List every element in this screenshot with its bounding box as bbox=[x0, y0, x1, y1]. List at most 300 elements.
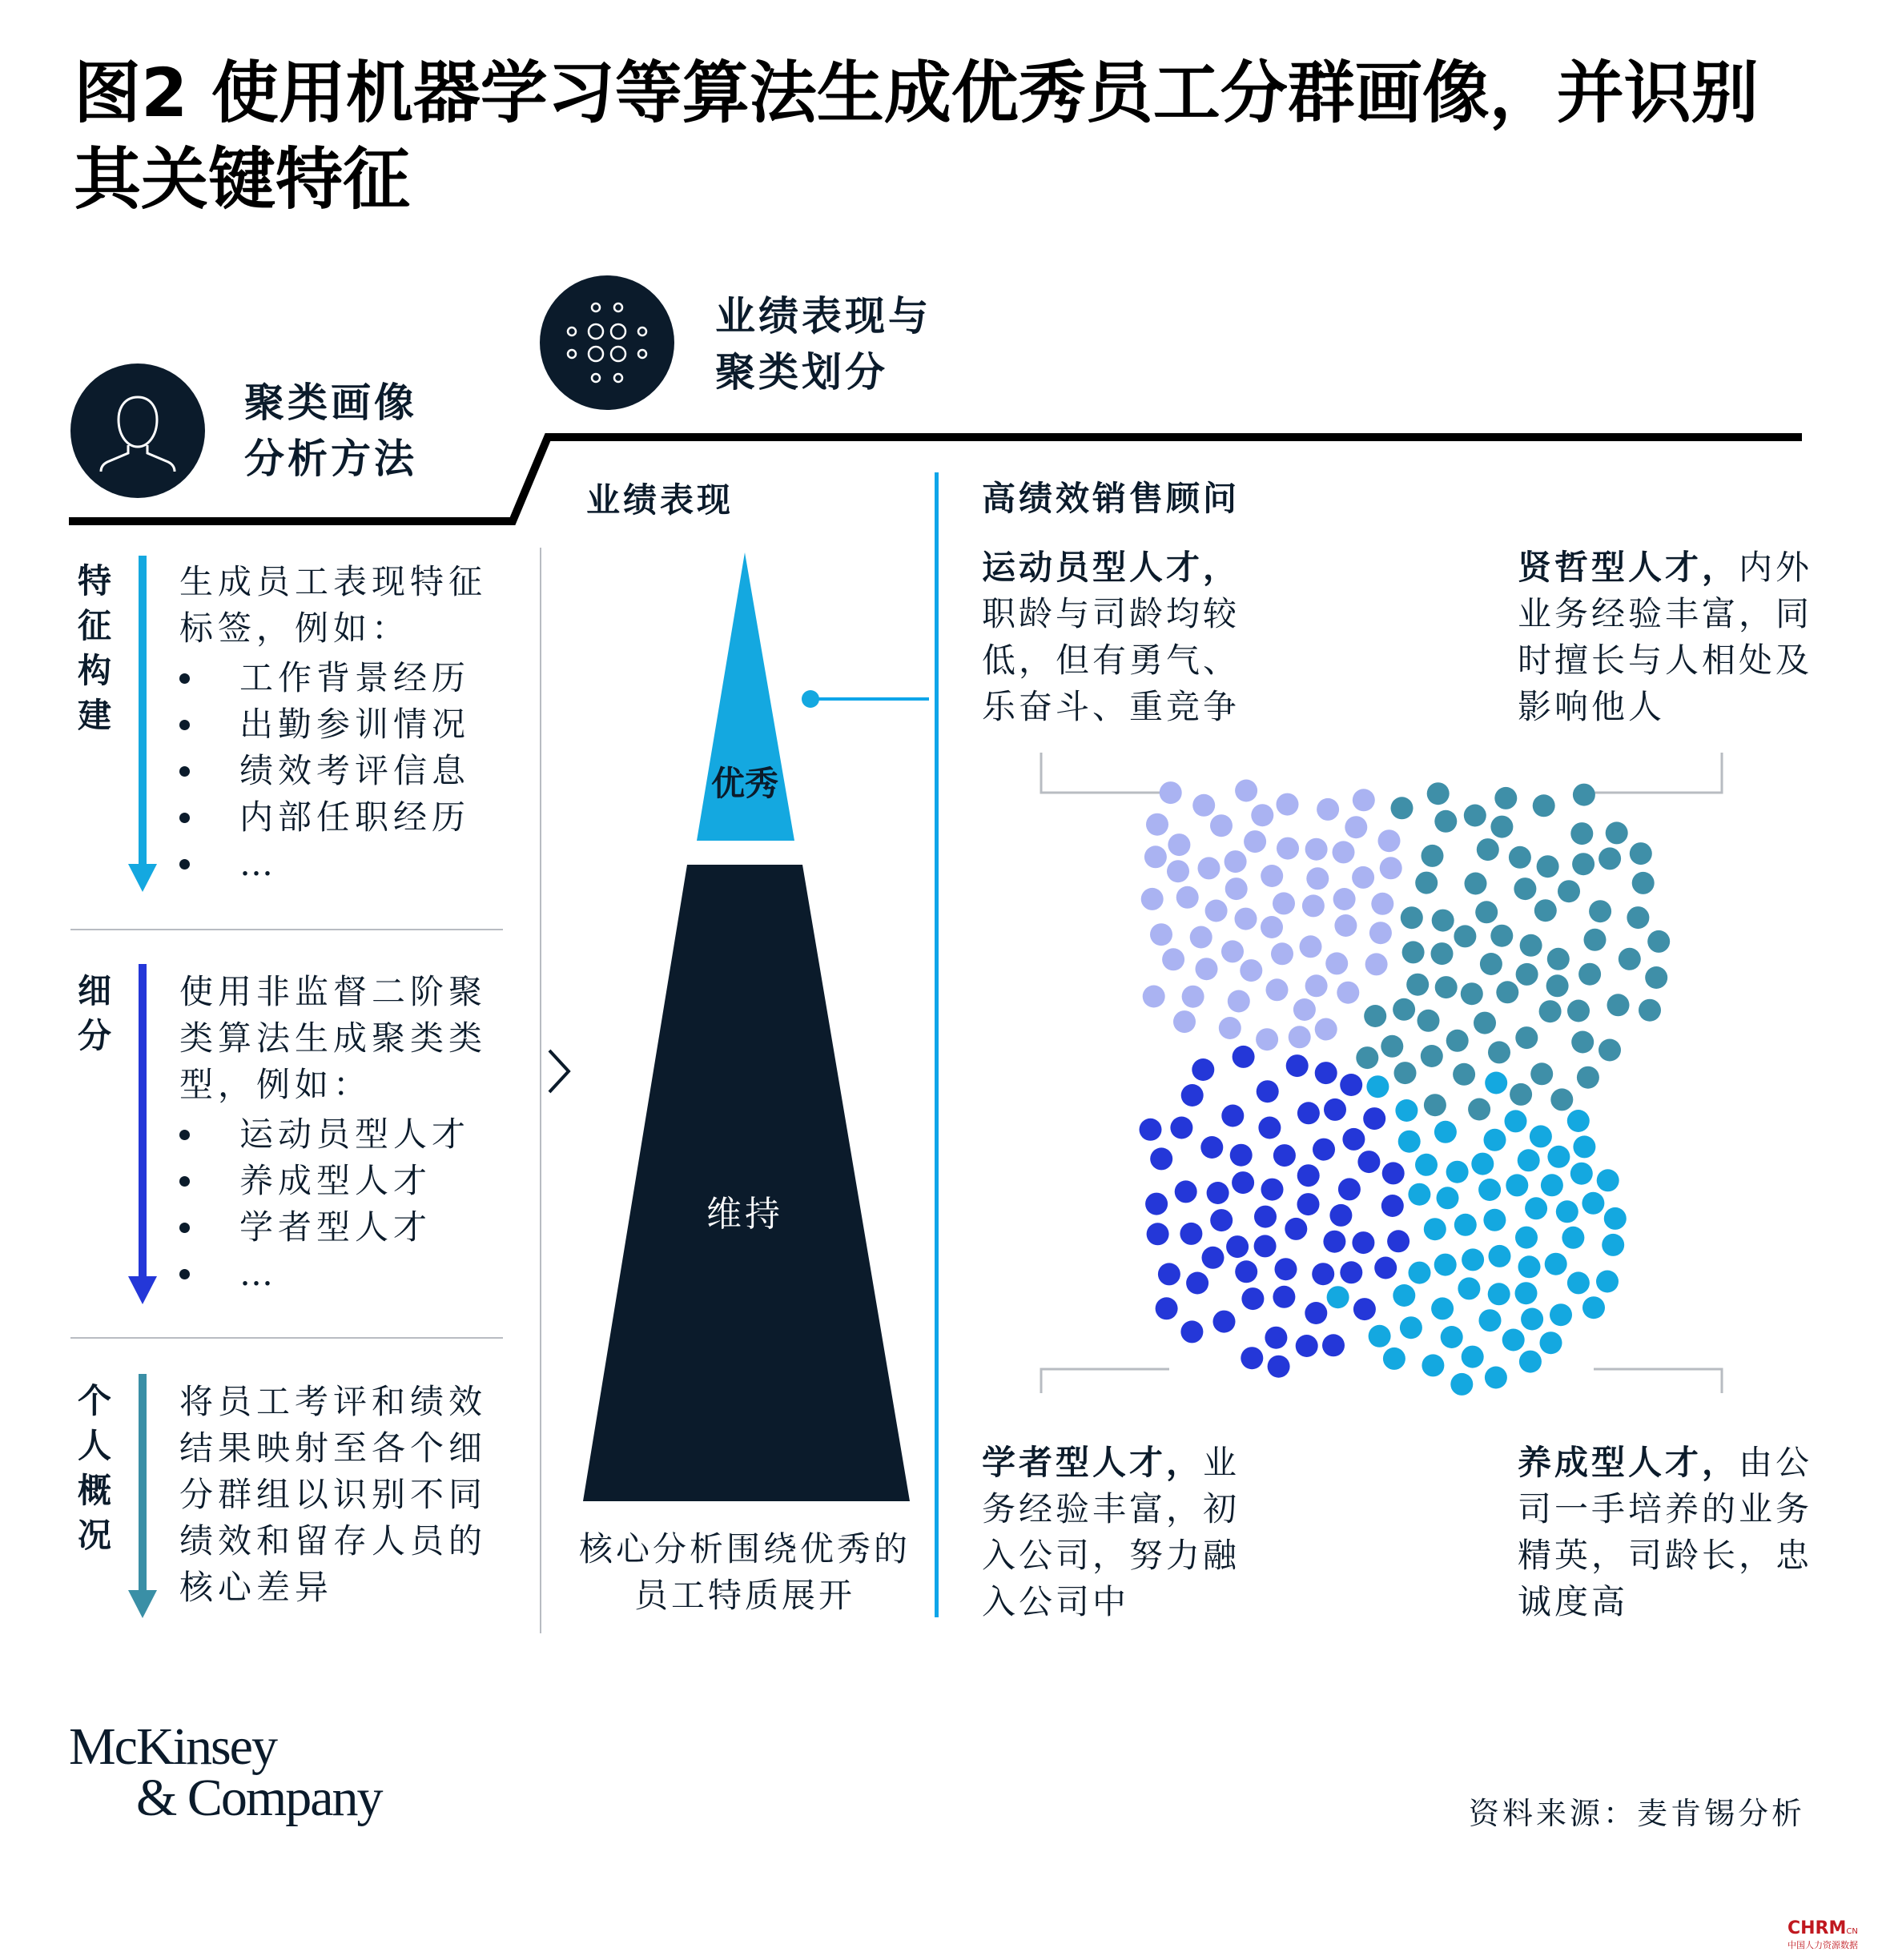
sage-dot bbox=[1627, 906, 1649, 929]
scholar-dot bbox=[1297, 1164, 1320, 1187]
sage-dot bbox=[1391, 797, 1414, 819]
sage-dot bbox=[1480, 953, 1502, 975]
nurtured-dot bbox=[1458, 1277, 1480, 1299]
nurtured-dot bbox=[1556, 1200, 1578, 1223]
nurtured-dot bbox=[1366, 1075, 1389, 1098]
athlete-dot bbox=[1143, 986, 1165, 1008]
sage-dot bbox=[1647, 930, 1670, 953]
pyramid-top-label: 优秀 bbox=[710, 764, 778, 803]
sage-dot bbox=[1356, 1046, 1378, 1069]
athlete-dot bbox=[1205, 900, 1228, 922]
athlete-dot bbox=[1380, 857, 1402, 879]
athlete-dot bbox=[1256, 1028, 1278, 1050]
nurtured-dot bbox=[1450, 1373, 1473, 1396]
pointer-dot bbox=[802, 690, 819, 708]
sage-description: 贤哲型人才，内外业务经验丰富，同时擅长与人相处及影响他人 bbox=[1518, 548, 1813, 726]
nurtured-dot bbox=[1570, 1163, 1593, 1185]
scholar-dot bbox=[1180, 1320, 1203, 1343]
athlete-dot bbox=[1337, 982, 1359, 1004]
step1-description: 生成员工表现特征标签，例如： bbox=[179, 562, 488, 648]
nurtured-dot bbox=[1431, 1297, 1454, 1319]
nurtured-dot bbox=[1518, 1149, 1540, 1171]
sage-dot bbox=[1496, 981, 1518, 1003]
scholar-dot bbox=[1363, 1107, 1385, 1130]
list-item: … bbox=[179, 841, 516, 887]
scholar-dot bbox=[1329, 1204, 1352, 1227]
sage-dot bbox=[1514, 878, 1536, 900]
sage-dot bbox=[1534, 899, 1557, 922]
scholar-dot bbox=[1235, 1260, 1257, 1283]
athlete-dot bbox=[1251, 804, 1273, 826]
nurtured-dot bbox=[1582, 1296, 1605, 1319]
athlete-dot bbox=[1325, 952, 1348, 974]
sage-dot bbox=[1431, 942, 1454, 965]
nurtured-dot bbox=[1521, 1308, 1543, 1331]
nurtured-dot bbox=[1597, 1169, 1619, 1191]
athlete-dot bbox=[1225, 850, 1247, 873]
sage-dot bbox=[1533, 794, 1555, 817]
athlete-dot bbox=[1302, 894, 1325, 917]
sage-dot bbox=[1418, 1010, 1440, 1032]
sage-dot bbox=[1488, 1041, 1510, 1063]
sage-dot bbox=[1422, 845, 1444, 867]
watermark-suffix: CN bbox=[1846, 1927, 1858, 1936]
cluster-dot-scatter bbox=[1137, 777, 1698, 1417]
step1-text bbox=[179, 559, 516, 887]
step1-label: 特 征 构 建 bbox=[77, 561, 111, 735]
sage-dot bbox=[1537, 855, 1559, 878]
scholar-dot bbox=[1273, 1144, 1296, 1167]
header-step-line bbox=[0, 0, 1878, 560]
sage-dot bbox=[1401, 906, 1423, 929]
scholar-dot bbox=[1387, 1230, 1410, 1252]
step2-description: 使用非监督二阶聚类算法生成聚类类型，例如： bbox=[179, 972, 488, 1104]
nurtured-dot bbox=[1489, 1245, 1511, 1267]
sage-dot bbox=[1589, 900, 1611, 922]
sage-dot bbox=[1546, 974, 1569, 997]
nurtured-dot bbox=[1437, 1187, 1459, 1209]
athlete-dot bbox=[1353, 789, 1375, 811]
step3-label: 个 人 概 况 bbox=[77, 1381, 111, 1555]
nurtured-dot bbox=[1400, 1316, 1422, 1339]
scholar-dot bbox=[1226, 1235, 1249, 1258]
step-divider bbox=[70, 1337, 503, 1339]
nurtured-dot bbox=[1540, 1331, 1562, 1354]
sage-dot bbox=[1510, 1083, 1532, 1106]
sage-dot bbox=[1632, 872, 1655, 894]
sage-dot bbox=[1645, 966, 1667, 989]
sage-dot bbox=[1567, 1000, 1590, 1022]
sage-dot bbox=[1364, 1005, 1386, 1027]
nurtured-dot bbox=[1383, 1348, 1405, 1370]
scholar-dot bbox=[1261, 1179, 1284, 1201]
nurtured-dot bbox=[1562, 1227, 1584, 1249]
scholar-dot bbox=[1342, 1128, 1365, 1151]
nurtured-dot bbox=[1441, 1326, 1463, 1348]
sage-dot bbox=[1494, 787, 1517, 809]
scholar-dot bbox=[1297, 1193, 1320, 1215]
athlete-dot bbox=[1141, 888, 1164, 910]
sage-dot bbox=[1570, 822, 1593, 845]
sage-dot bbox=[1520, 934, 1542, 957]
scholar-dot bbox=[1381, 1195, 1404, 1217]
nurtured-dot bbox=[1424, 1218, 1446, 1240]
athlete-dot bbox=[1289, 1026, 1311, 1048]
pyramid-bottom-label: 维持 bbox=[706, 1194, 783, 1235]
nurtured-dot bbox=[1408, 1183, 1430, 1206]
pyramid-heading: 业绩表现 bbox=[586, 480, 734, 520]
sage-dot bbox=[1475, 901, 1498, 923]
sage-dot bbox=[1599, 847, 1621, 870]
scholar-dot bbox=[1210, 1209, 1233, 1231]
step2-label: 细 分 bbox=[77, 971, 111, 1055]
sage-dot bbox=[1465, 873, 1487, 895]
scholar-dot bbox=[1305, 1302, 1327, 1324]
nurtured-dot bbox=[1582, 1192, 1604, 1215]
athlete-dot bbox=[1190, 926, 1212, 949]
sage-dot bbox=[1547, 948, 1570, 970]
nurtured-dot bbox=[1485, 1367, 1507, 1389]
athlete-dot bbox=[1235, 908, 1257, 930]
scholar-dot bbox=[1340, 1074, 1362, 1096]
scholar-dot bbox=[1254, 1235, 1277, 1257]
scholar-dot bbox=[1273, 1286, 1295, 1308]
scholar-dot bbox=[1200, 1136, 1223, 1159]
sage-dot bbox=[1427, 782, 1450, 805]
nurtured-dot bbox=[1478, 1179, 1501, 1201]
scholar-dot bbox=[1352, 1231, 1374, 1254]
nurtured-dot bbox=[1393, 1284, 1415, 1307]
scholar-dot bbox=[1268, 1356, 1290, 1378]
scholar-dot bbox=[1315, 1062, 1337, 1084]
nurtured-dot bbox=[1602, 1234, 1624, 1256]
sage-name: 贤哲型人才 bbox=[1518, 548, 1703, 587]
scholar-dot bbox=[1312, 1263, 1334, 1285]
athlete-dot bbox=[1261, 865, 1283, 887]
nurtured-dot bbox=[1462, 1248, 1484, 1271]
scholar-dot bbox=[1180, 1223, 1202, 1245]
nurtured-dot bbox=[1415, 1154, 1438, 1176]
athlete-dot bbox=[1182, 986, 1204, 1008]
athlete-dot bbox=[1317, 798, 1339, 821]
athlete-dot bbox=[1345, 816, 1367, 838]
scholar-dot bbox=[1140, 1119, 1162, 1141]
athlete-dot bbox=[1225, 878, 1248, 900]
scholar-dot bbox=[1265, 1327, 1287, 1349]
step-divider bbox=[70, 929, 503, 930]
nurtured-dot bbox=[1479, 1309, 1502, 1331]
list-item: 内部任职经历 bbox=[179, 794, 516, 841]
athlete-dot bbox=[1333, 841, 1355, 863]
athlete-dot bbox=[1162, 948, 1184, 970]
nurtured-dot bbox=[1604, 1207, 1627, 1230]
athlete-name: 运动员型人才 bbox=[982, 548, 1204, 587]
nurtured-dot bbox=[1550, 1303, 1572, 1326]
nurtured-dot bbox=[1573, 1135, 1595, 1158]
scholar-dot bbox=[1254, 1206, 1277, 1228]
sage-dot bbox=[1393, 998, 1415, 1021]
scholar-dot bbox=[1275, 1258, 1297, 1280]
source-note: 资料来源：麦肯锡分析 bbox=[1469, 1796, 1806, 1831]
nurtured-dot bbox=[1446, 1161, 1469, 1183]
list-item: 养成型人才 bbox=[179, 1158, 516, 1204]
athlete-dot bbox=[1196, 958, 1218, 980]
nurtured-dot bbox=[1530, 1125, 1552, 1147]
sage-dot bbox=[1515, 1026, 1538, 1049]
scholar-dot bbox=[1241, 1287, 1264, 1310]
athlete-dot bbox=[1192, 794, 1215, 817]
watermark-sub: 中国人力资源数据 bbox=[1788, 1940, 1858, 1950]
athlete-dot bbox=[1144, 845, 1167, 868]
athlete-dot bbox=[1333, 888, 1356, 910]
sage-dot bbox=[1573, 784, 1595, 806]
scholar-dot bbox=[1145, 1193, 1168, 1215]
sage-dot bbox=[1461, 982, 1483, 1005]
sage-dot bbox=[1578, 963, 1601, 986]
nurtured-dot bbox=[1471, 1153, 1494, 1175]
step2-text bbox=[179, 969, 516, 1297]
sage-dot bbox=[1402, 941, 1425, 963]
scholar-dot bbox=[1202, 1247, 1225, 1269]
list-item: … bbox=[179, 1251, 516, 1297]
athlete-dot bbox=[1261, 916, 1283, 938]
scholar-dot bbox=[1175, 1180, 1197, 1203]
sage-dot bbox=[1577, 1066, 1599, 1089]
list-item: 绩效考评信息 bbox=[179, 748, 516, 794]
sage-dot bbox=[1639, 999, 1661, 1022]
watermark bbox=[1788, 1918, 1876, 1951]
nurtured-dot bbox=[1515, 1282, 1538, 1304]
athlete-dot bbox=[1305, 974, 1328, 997]
nurtured-dot bbox=[1434, 1121, 1457, 1143]
list-item: 出勤参训情况 bbox=[179, 701, 516, 748]
watermark-brand: CHRM bbox=[1788, 1918, 1847, 1938]
athlete-dot bbox=[1352, 866, 1374, 889]
sage-dot bbox=[1606, 821, 1628, 844]
nurtured-dot bbox=[1327, 1286, 1349, 1308]
sage-dot bbox=[1550, 1088, 1573, 1111]
athlete-dot bbox=[1306, 867, 1329, 890]
sage-dot bbox=[1509, 846, 1531, 869]
scholar-dot bbox=[1338, 1178, 1361, 1200]
nurtured-dot bbox=[1547, 1146, 1570, 1168]
athlete-dot bbox=[1266, 978, 1289, 1001]
nurtured-description: 养成型人才，由公司一手培养的业务精英，司龄长，忠诚度高 bbox=[1518, 1443, 1813, 1621]
sage-dot bbox=[1584, 929, 1607, 951]
performance-header: 业绩表现与 聚类划分 bbox=[715, 293, 931, 396]
athlete-dot bbox=[1300, 935, 1322, 958]
nurtured-dot bbox=[1515, 1227, 1538, 1249]
nurtured-dot bbox=[1454, 1214, 1477, 1236]
sage-dot bbox=[1530, 1062, 1553, 1085]
sage-dot bbox=[1607, 994, 1630, 1016]
step1-arrow bbox=[127, 556, 159, 900]
scholar-dot bbox=[1297, 1102, 1320, 1124]
sage-dot bbox=[1490, 925, 1513, 947]
scholar-dot bbox=[1286, 1054, 1309, 1077]
athlete-dot bbox=[1221, 940, 1244, 962]
scholar-dot bbox=[1156, 1297, 1178, 1319]
athlete-dot bbox=[1277, 837, 1299, 860]
sage-dot bbox=[1572, 853, 1594, 875]
scholar-dot bbox=[1382, 1162, 1405, 1184]
nurtured-dot bbox=[1434, 1254, 1457, 1276]
pyramid-caption: 核心分析围绕优秀的员工特质展开 bbox=[578, 1529, 911, 1615]
nurtured-dot bbox=[1462, 1346, 1484, 1368]
sage-dot bbox=[1464, 805, 1486, 827]
scholar-dot bbox=[1213, 1311, 1236, 1333]
step3-arrow bbox=[127, 1374, 159, 1630]
nurtured-dot bbox=[1422, 1354, 1444, 1376]
scholar-dot bbox=[1340, 1261, 1362, 1283]
nurtured-dot bbox=[1525, 1197, 1547, 1219]
left-column-divider bbox=[540, 548, 541, 1633]
athlete-dot bbox=[1277, 793, 1299, 816]
nurtured-dot bbox=[1505, 1110, 1527, 1132]
athlete-dot bbox=[1371, 893, 1393, 915]
scholar-dot bbox=[1158, 1263, 1180, 1285]
step2-bullets bbox=[179, 1111, 516, 1297]
athlete-dot bbox=[1235, 780, 1257, 802]
sage-dot bbox=[1432, 910, 1454, 932]
scholar-dot bbox=[1323, 1231, 1345, 1253]
sage-dot bbox=[1571, 1031, 1594, 1054]
pyramid-bottom-maintain bbox=[583, 865, 910, 1501]
logo-line2: & Company bbox=[136, 1769, 382, 1827]
scholar-dot bbox=[1322, 1334, 1345, 1356]
athlete-dot bbox=[1198, 857, 1220, 879]
athlete-dot bbox=[1160, 781, 1182, 804]
list-item: 运动员型人才 bbox=[179, 1111, 516, 1158]
sage-dot bbox=[1454, 925, 1476, 947]
athlete-dot bbox=[1365, 953, 1388, 975]
sage-dot bbox=[1421, 1045, 1443, 1067]
nurtured-dot bbox=[1506, 1174, 1528, 1196]
list-item: 工作背景经历 bbox=[179, 655, 516, 701]
athlete-dot bbox=[1271, 942, 1293, 965]
athlete-dot bbox=[1168, 833, 1190, 856]
scholar-description: 学者型人才，业务经验丰富，初入公司，努力融入公司中 bbox=[982, 1443, 1241, 1621]
scholar-dot bbox=[1221, 1105, 1244, 1127]
sage-dot bbox=[1539, 1000, 1562, 1022]
nurtured-dot bbox=[1596, 1271, 1619, 1293]
athlete-dot bbox=[1150, 923, 1172, 946]
nurtured-name: 养成型人才 bbox=[1518, 1443, 1703, 1482]
scholar-dot bbox=[1357, 1151, 1380, 1173]
sage-dot bbox=[1406, 974, 1429, 996]
athlete-dot bbox=[1315, 1018, 1337, 1041]
athlete-dot bbox=[1167, 860, 1189, 882]
scholar-dot bbox=[1192, 1058, 1214, 1081]
sage-dot bbox=[1453, 1063, 1475, 1086]
athlete-dot bbox=[1146, 813, 1168, 836]
scholar-dot bbox=[1230, 1144, 1253, 1167]
sage-dot bbox=[1599, 1039, 1621, 1062]
logo-line1: McKinsey bbox=[69, 1717, 276, 1776]
nurtured-dot bbox=[1545, 1253, 1567, 1275]
scholar-dot bbox=[1258, 1117, 1281, 1139]
nurtured-dot bbox=[1519, 1351, 1542, 1373]
nurtured-dot bbox=[1484, 1129, 1506, 1151]
scholar-dot bbox=[1181, 1084, 1204, 1107]
step1-bullets bbox=[179, 655, 516, 887]
scholar-dot bbox=[1313, 1139, 1335, 1161]
athlete-dot bbox=[1369, 922, 1392, 944]
scholar-dot bbox=[1324, 1098, 1346, 1121]
scholar-dot bbox=[1353, 1298, 1376, 1320]
scholar-dot bbox=[1257, 1080, 1279, 1102]
nurtured-dot bbox=[1485, 1072, 1507, 1094]
scholar-dot bbox=[1241, 1347, 1263, 1369]
scholar-dot bbox=[1285, 1218, 1307, 1240]
sage-dot bbox=[1415, 872, 1438, 894]
sage-dot bbox=[1468, 1098, 1490, 1121]
sage-dot bbox=[1394, 1062, 1417, 1084]
mckinsey-logo bbox=[69, 1717, 382, 1827]
athlete-dot bbox=[1228, 990, 1250, 1013]
sage-dot bbox=[1630, 842, 1652, 865]
step2-arrow bbox=[127, 964, 159, 1308]
performance-pyramid bbox=[561, 544, 929, 1505]
sage-dot bbox=[1446, 1030, 1469, 1052]
center-divider bbox=[935, 472, 939, 1617]
method-header: 聚类画像 分析方法 bbox=[244, 380, 417, 482]
scholar-dot bbox=[1170, 1117, 1192, 1139]
nurtured-dot bbox=[1395, 1099, 1418, 1122]
list-item: 学者型人才 bbox=[179, 1204, 516, 1251]
sage-dot bbox=[1474, 1012, 1496, 1034]
scholar-dot bbox=[1147, 1223, 1169, 1245]
athlete-dot bbox=[1378, 829, 1401, 852]
scholar-name: 学者型人才 bbox=[982, 1443, 1167, 1482]
scholar-dot bbox=[1186, 1272, 1208, 1295]
nurtured-dot bbox=[1398, 1131, 1421, 1153]
nurtured-dot bbox=[1483, 1209, 1506, 1231]
athlete-dot bbox=[1176, 886, 1199, 909]
athlete-dot bbox=[1305, 838, 1328, 861]
sage-dot bbox=[1619, 948, 1641, 970]
sage-dot bbox=[1435, 976, 1458, 998]
scholar-dot bbox=[1150, 1147, 1172, 1170]
nurtured-dot bbox=[1409, 1262, 1431, 1284]
scholar-dot bbox=[1296, 1335, 1318, 1357]
cluster-heading: 高绩效销售顾问 bbox=[982, 479, 1241, 518]
nurtured-dot bbox=[1567, 1271, 1590, 1294]
sage-dot bbox=[1424, 1094, 1446, 1116]
athlete-dot bbox=[1173, 1010, 1196, 1033]
sage-dot bbox=[1434, 810, 1457, 833]
athlete-dot bbox=[1240, 959, 1262, 982]
nurtured-dot bbox=[1369, 1325, 1391, 1348]
sage-dot bbox=[1477, 838, 1499, 861]
step3-text: 将员工考评和绩效结果映射至各个细分群组以识别不同绩效和留存人员的核心差异 bbox=[179, 1382, 488, 1607]
nurtured-dot bbox=[1567, 1110, 1590, 1132]
athlete-dot bbox=[1273, 892, 1295, 914]
figure-title: 图2 使用机器学习等算法生成优秀员工分群画像，并识别其关键特征 bbox=[74, 54, 1759, 219]
scholar-dot bbox=[1233, 1046, 1255, 1068]
athlete-dot bbox=[1293, 998, 1316, 1021]
sage-dot bbox=[1381, 1035, 1403, 1058]
nurtured-dot bbox=[1541, 1174, 1563, 1196]
scholar-dot bbox=[1207, 1182, 1229, 1204]
sage-dot bbox=[1516, 963, 1538, 986]
athlete-description: 运动员型人才，职龄与司龄均较低，但有勇气、乐奋斗、重竞争 bbox=[982, 548, 1241, 726]
sage-dot bbox=[1558, 880, 1580, 902]
athlete-dot bbox=[1244, 830, 1266, 853]
sage-dot bbox=[1490, 816, 1513, 838]
scholar-dot bbox=[1374, 1257, 1397, 1279]
scholar-dot bbox=[1232, 1171, 1254, 1194]
